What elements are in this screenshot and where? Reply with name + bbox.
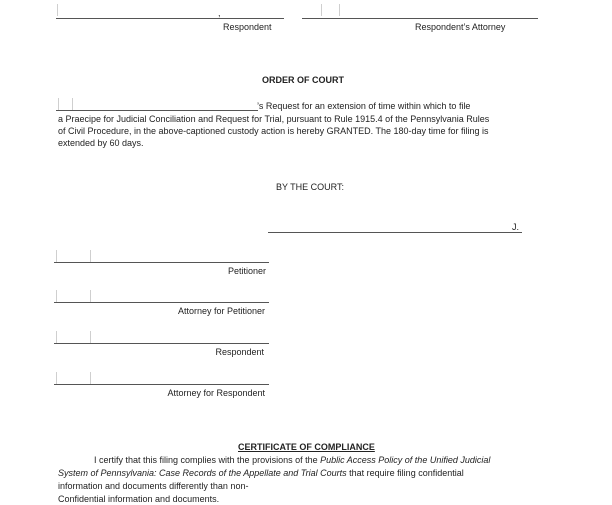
petitioner-label: Petitioner: [227, 266, 266, 276]
field-box-divider: [339, 4, 340, 16]
certificate-line-1-italic: Public Access Policy of the Unified Judicial: [320, 455, 491, 465]
respondent-label: Respondent: [223, 22, 272, 32]
name-comma: ,: [218, 8, 221, 18]
field-box-divider: [56, 250, 57, 262]
certificate-title: CERTIFICATE OF COMPLIANCE: [238, 442, 375, 452]
attorney-respondent-signature-line: [54, 384, 269, 385]
field-box-divider: [57, 4, 58, 16]
field-box-divider: [90, 372, 91, 384]
order-line-4: extended by 60 days.: [58, 138, 144, 148]
certificate-line-2: [58, 468, 464, 479]
judge-signature-line: [268, 232, 522, 233]
judge-suffix: J.: [512, 222, 520, 232]
certificate-line-1: [94, 455, 490, 466]
field-box-divider: [58, 98, 59, 110]
petitioner-signature-line: [54, 262, 269, 263]
field-box-divider: [90, 331, 91, 343]
by-the-court: BY THE COURT:: [276, 182, 345, 192]
attorney-petitioner-label: Attorney for Petitioner: [177, 306, 265, 316]
field-box-divider: [56, 372, 57, 384]
respondent-bottom-label: Respondent: [215, 347, 264, 357]
requesting-party-line: [56, 110, 258, 111]
field-box-divider: [72, 98, 73, 110]
certificate-line-3: information and documents differently than non-: [58, 481, 249, 491]
field-box-divider: [56, 290, 57, 302]
field-box-divider: [90, 250, 91, 262]
attorney-petitioner-signature-line: [54, 302, 269, 303]
certificate-line-2-italic: System of Pennsylvania: Case Records of the Appellate and Trial Courts: [58, 468, 347, 478]
order-line-2: a Praecipe for Judicial Conciliation and Request for Trial, pursuant to Rule 1915.4 of the Pennsylvania Rules: [58, 114, 490, 124]
order-line-3: of Civil Procedure, in the above-captioned custody action is hereby GRANTED. The 180-day time for filing is: [58, 126, 489, 136]
respondent-signature-line: [56, 18, 284, 19]
respondent-bottom-signature-line: [54, 343, 269, 344]
order-title: ORDER OF COURT: [262, 75, 344, 85]
respondent-attorney-label: Respondent’s Attorney: [415, 22, 506, 32]
field-box-divider: [321, 4, 322, 16]
order-line-1: ’s Request for an extension of time within which to file: [257, 101, 471, 111]
certificate-line-4: Confidential information and documents.: [58, 494, 220, 504]
respondent-attorney-signature-line: [302, 18, 538, 19]
field-box-divider: [90, 290, 91, 302]
certificate-line-2-plain: that require filing confidential: [346, 468, 464, 478]
certificate-line-1-plain: I certify that this filing complies with the provisions of the: [94, 455, 321, 465]
field-box-divider: [56, 331, 57, 343]
attorney-respondent-label: Attorney for Respondent: [167, 388, 265, 398]
